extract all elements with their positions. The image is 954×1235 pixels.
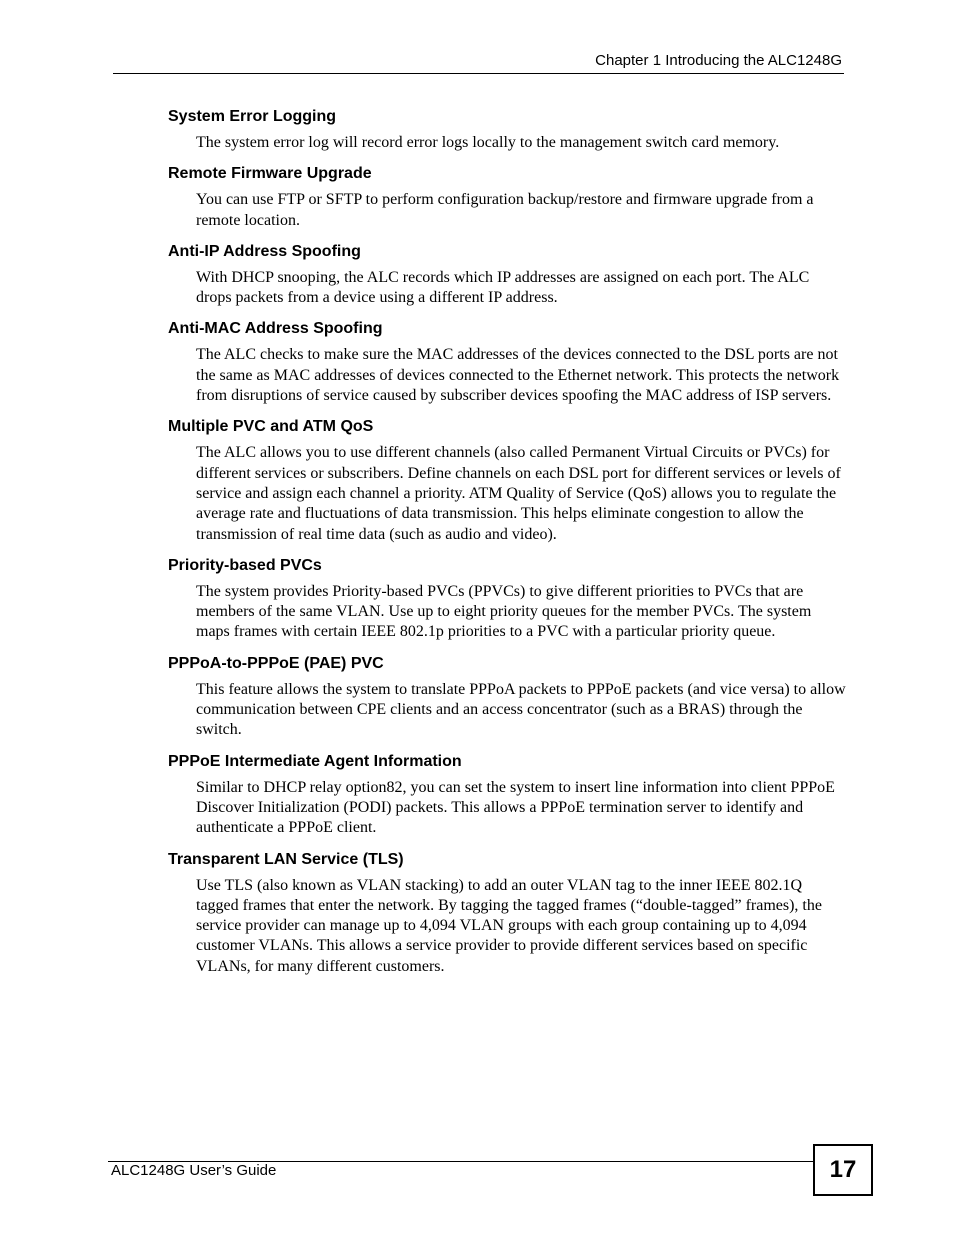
section-priority-based-pvcs xyxy=(168,556,848,643)
running-header: Chapter 1 Introducing the ALC1248G xyxy=(595,52,842,69)
section-body: The system error log will record error logs locally to the management switch card memory. xyxy=(196,134,780,151)
section-system-error-logging xyxy=(168,107,848,153)
section-heading: Priority-based PVCs xyxy=(168,556,322,574)
section-remote-firmware-upgrade xyxy=(168,164,848,231)
header-divider xyxy=(113,73,844,74)
section-body: The system provides Priority-based PVCs (PPVCs) to give different priorities to PVCs that are members of the same VLAN. Use up to eight priority queues for the member PVCs. The system maps frames with certain IEEE 802.1p priorities to a PVC with a particular priority queue. xyxy=(196,582,812,641)
section-heading: Remote Firmware Upgrade xyxy=(168,165,372,183)
section-anti-mac-spoofing xyxy=(168,319,848,406)
section-heading: Anti-MAC Address Spoofing xyxy=(168,320,383,338)
section-body: The ALC checks to make sure the MAC addresses of the devices connected to the DSL ports are not the same as MAC addresses of devices connected to the Ethernet network. This protects the network from disruptions of service caused by subscriber devices spoofing the MAC address of ISP servers. xyxy=(196,346,840,405)
section-heading: Multiple PVC and ATM QoS xyxy=(168,418,374,436)
section-heading: Transparent LAN Service (TLS) xyxy=(168,850,404,868)
section-transparent-lan-service xyxy=(168,850,848,977)
section-pppoa-to-pppoe xyxy=(168,654,848,741)
section-body: The ALC allows you to use different channels (also called Permanent Virtual Circuits or PVCs) for different services or subscribers. Define channels on each DSL port for different services or levels of service and assign each channel a priority. ATM Quality of Service (QoS) allows you to regulate the average rate and fluctuations of data transmission. This helps eliminate congestion to allow the transmission of real time data (such as audio and video). xyxy=(196,444,841,543)
section-body: You can use FTP or SFTP to perform configuration backup/restore and firmware upgrade from a remote location. xyxy=(196,191,814,229)
section-body: Similar to DHCP relay option82, you can set the system to insert line information into client PPPoE Discover Initialization (PODI) packets. This allows a PPPoE termination server to identify and authenticate a PPPoE client. xyxy=(196,778,835,837)
section-anti-ip-spoofing xyxy=(168,242,848,309)
section-heading: Anti-IP Address Spoofing xyxy=(168,242,361,260)
section-multiple-pvc-atm-qos xyxy=(168,417,848,544)
section-body: This feature allows the system to translate PPPoA packets to PPPoE packets (and vice versa) to allow communication between CPE clients and an access concentrator (such as a BRAS) through the switch. xyxy=(196,680,846,739)
section-pppoe-intermediate-agent xyxy=(168,752,848,839)
running-footer: ALC1248G User’s Guide xyxy=(111,1162,277,1179)
page-content xyxy=(168,107,848,988)
page-number: 17 xyxy=(813,1144,873,1196)
section-heading: PPPoA-to-PPPoE (PAE) PVC xyxy=(168,654,384,672)
section-heading: PPPoE Intermediate Agent Information xyxy=(168,752,462,770)
section-body: With DHCP snooping, the ALC records which IP addresses are assigned on each port. The ALC drops packets from a device using a different IP address. xyxy=(196,268,810,307)
section-body: Use TLS (also known as VLAN stacking) to add an outer VLAN tag to the inner IEEE 802.1Q tagged frames that enter the network. By tagging the tagged frames (“double-tagged” frames), the service provider can manage up to 4,094 VLAN groups with each group containing up to 4,094 customer VLANs. This allows a service provider to provide different services based on specific VLANs, for many different customers. xyxy=(196,876,822,975)
section-heading: System Error Logging xyxy=(168,108,337,125)
